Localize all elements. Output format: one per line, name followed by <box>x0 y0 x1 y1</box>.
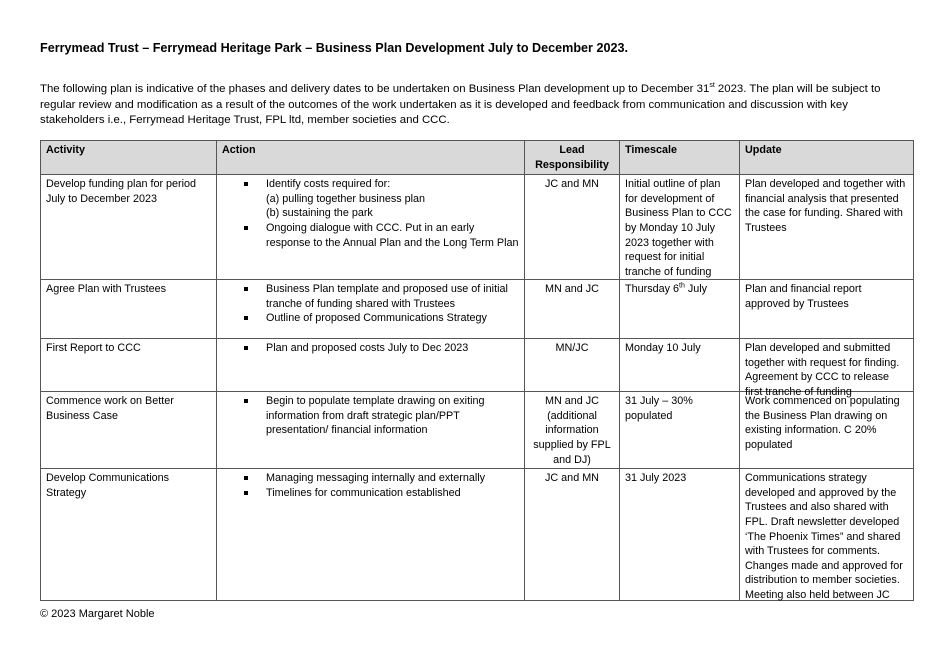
action-bullet: Business Plan template and proposed use of initial tranche of funding shared with Trustees <box>244 282 519 311</box>
action-sub-item: (b) sustaining the park <box>266 207 373 220</box>
header-action: Action <box>217 141 525 175</box>
cell-update: Communications strategy developed and approved by the Trustees and also shared with FPL. Draft newsletter developed ‘The Phoenix Times” and shared with Trustees for comments. Changes made and approved for distribution to member societies. Meeting also held between JC <box>740 469 914 601</box>
table-row <box>41 175 914 280</box>
cell-update: Work commenced on populating the Business Plan drawing on existing information. C 20% populated <box>740 392 914 469</box>
cell-action <box>217 175 525 280</box>
cell-lead: MN and JC <box>525 280 620 339</box>
cell-activity: Develop Communications Strategy <box>41 469 217 601</box>
action-bullet: Plan and proposed costs July to Dec 2023 <box>244 341 519 356</box>
business-plan-table <box>40 140 914 601</box>
table-row <box>41 280 914 339</box>
cell-activity: Commence work on Better Business Case <box>41 392 217 469</box>
cell-timescale: Thursday 6th July <box>620 280 740 339</box>
copyright-footer: © 2023 Margaret Noble <box>40 608 155 620</box>
cell-update: Plan and financial report approved by Trustees <box>740 280 914 339</box>
cell-lead: MN and JC (additional information supplied by FPL and DJ) <box>525 392 620 469</box>
cell-action <box>217 339 525 392</box>
action-bullet: Ongoing dialogue with CCC. Put in an early response to the Annual Plan and the Long Term Plan <box>244 221 519 250</box>
cell-activity: First Report to CCC <box>41 339 217 392</box>
action-bullet: Timelines for communication established <box>244 486 519 501</box>
header-lead-responsibility: Lead Responsibility <box>525 141 620 175</box>
cell-timescale: Monday 10 July <box>620 339 740 392</box>
action-sub-item: (a) pulling together business plan <box>266 192 426 205</box>
action-bullet: Outline of proposed Communications Strategy <box>244 311 519 326</box>
cell-timescale: 31 July 2023 <box>620 469 740 601</box>
table-row <box>41 339 914 392</box>
action-bullet: Identify costs required for: (a) pulling together business plan (b) sustaining the park <box>244 177 519 221</box>
cell-action <box>217 469 525 601</box>
table-row <box>41 469 914 601</box>
table-row <box>41 392 914 469</box>
cell-update: Plan developed and submitted together with request for finding. Agreement by CCC to release first tranche of funding <box>740 339 914 392</box>
cell-activity: Agree Plan with Trustees <box>41 280 217 339</box>
action-bullet: Begin to populate template drawing on exiting information from draft strategic plan/PPT presentation/ financial information <box>244 394 519 438</box>
cell-lead: JC and MN <box>525 175 620 280</box>
cell-update: Plan developed and together with financial analysis that presented the case for funding. Shared with Trustees <box>740 175 914 280</box>
document-title: Ferrymead Trust – Ferrymead Heritage Park – Business Plan Development July to December 2023. <box>40 41 628 55</box>
header-timescale: Timescale <box>620 141 740 175</box>
cell-lead: JC and MN <box>525 469 620 601</box>
cell-timescale: 31 July – 30% populated <box>620 392 740 469</box>
intro-paragraph <box>40 82 900 129</box>
cell-timescale: Initial outline of plan for development of Business Plan to CCC by Monday 10 July 2023 together with request for initial tranche of funding <box>620 175 740 280</box>
cell-activity: Develop funding plan for period July to December 2023 <box>41 175 217 280</box>
intro-text-part2: 2023. The plan will be subject to regular review and modification as a result of the outcomes of the work undertaken as it is developed and feedback from communication and discussion with key stakeholders i.e., Ferrymead Heritage Trust, FPL ltd, member societies and CCC. <box>40 83 881 126</box>
header-activity: Activity <box>41 141 217 175</box>
action-bullet: Managing messaging internally and externally <box>244 471 519 486</box>
cell-action <box>217 280 525 339</box>
cell-action <box>217 392 525 469</box>
header-update: Update <box>740 141 914 175</box>
cell-lead: MN/JC <box>525 339 620 392</box>
table-header-row <box>41 141 914 175</box>
intro-superscript: st <box>709 82 715 90</box>
intro-text-part1: The following plan is indicative of the phases and delivery dates to be undertaken on Business Plan development up to December 31 <box>40 83 710 95</box>
